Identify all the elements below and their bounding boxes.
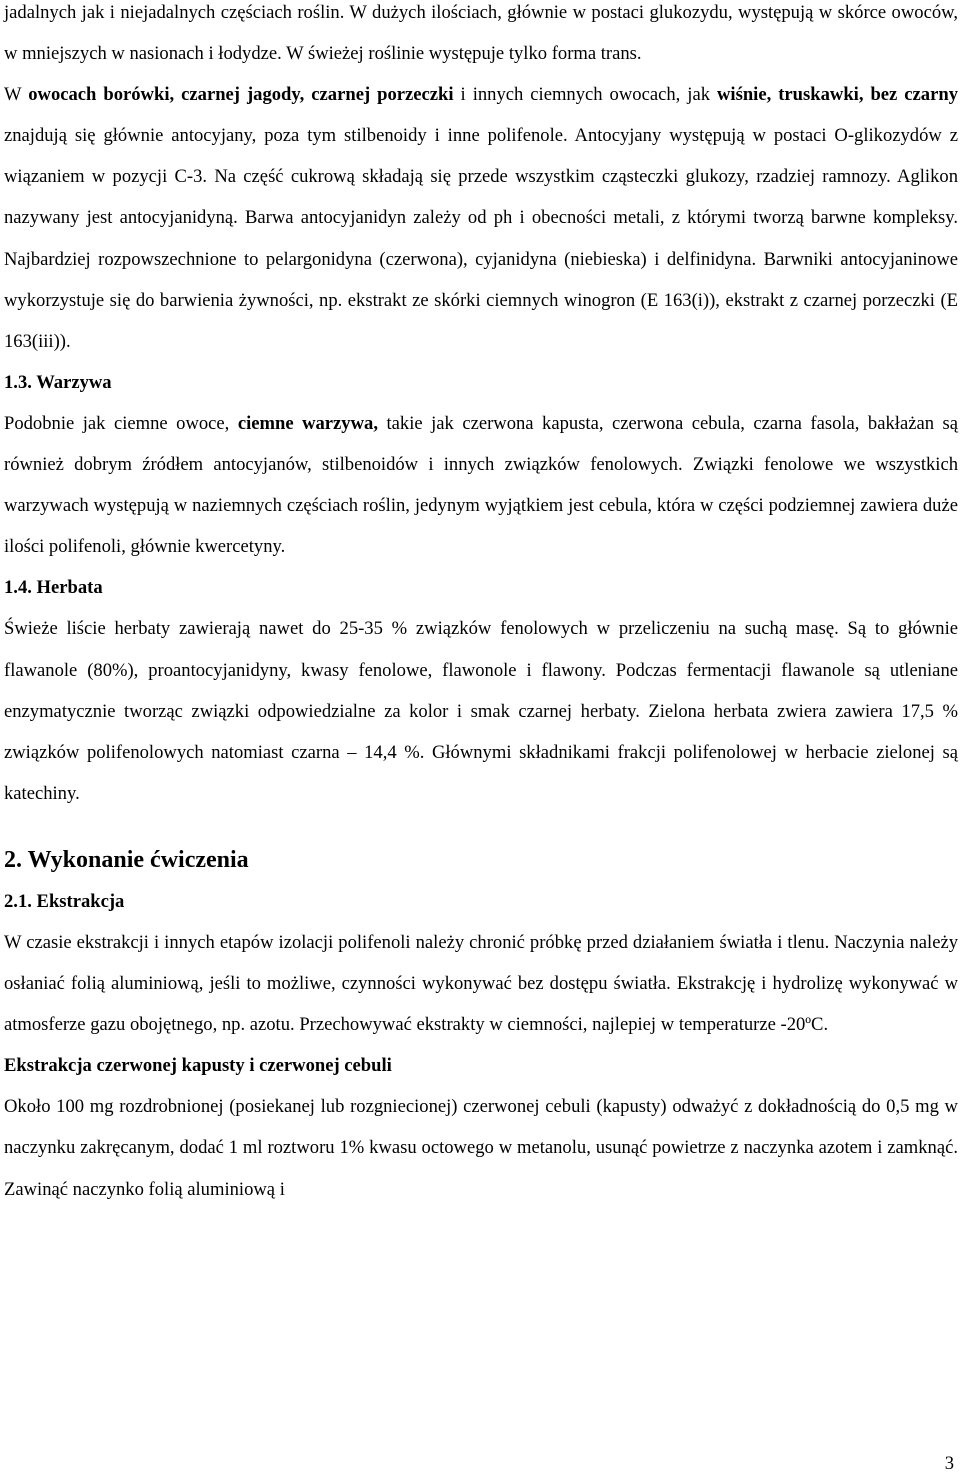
bold-fruits: owocach borówki, czarnej jagody, czarnej porzeczki: [28, 84, 454, 106]
section-heading-extraction: 2.1. Ekstrakcja: [4, 890, 125, 912]
paragraph-dark-fruits: [4, 74, 958, 362]
subheading-red-cabbage-onion: Ekstrakcja czerwonej kapusty i czerwonej cebuli: [4, 1055, 392, 1077]
page-number: 3: [944, 1453, 954, 1474]
text-span: Podobnie jak ciemne owoce,: [4, 412, 238, 434]
text-span: i innych ciemnych owocach, jak: [453, 84, 717, 106]
paragraph-procedure: Około 100 mg rozdrobnionej (posiekanej lub rozgniecionej) czerwonej cebuli (kapusty) odważyć z dokładnością do 0,5 mg w naczynku zakręcanym, dodać 1 ml roztworu 1% kwasu octowego w metanolu, usunąć powietrze z naczynka azotem i zamknąć. Zawinąć naczynko folią aluminiową i: [4, 1096, 958, 1200]
paragraph-vegetables: [4, 403, 958, 567]
section-heading-vegetables: 1.3. Warzywa: [4, 371, 112, 393]
bold-fruits-2: wiśnie, truskawki, bez czarny: [717, 84, 958, 106]
paragraph-extraction: W czasie ekstrakcji i innych etapów izolacji polifenoli należy chronić próbkę przed działaniem światła i tlenu. Naczynia należy osłaniać folią aluminiową, jeśli to możliwe, czynności wykonywać bez dostępu światła. Ekstrakcję i hydrolizę wykonywać w atmosferze gazu obojętnego, np. azotu. Przechowywać ekstrakty w ciemności, najlepiej w temperaturze -20ºC.: [4, 931, 958, 1036]
text-span: znajdują się głównie antocyjany, poza tym stilbenoidy i inne polifenole. Antocyjany występują w postaci O-glikozydów z wiązaniem w pozycji C-3. Na część cukrową składają się przede wszystkim cząsteczki glukozy, rzadziej ramnozy. Aglikon nazywany jest antocyjanidyną. Barwa antocyjanidyn zależy od ph i obecności metali, z którymi tworzą barwne kompleksy. Najbardziej rozpowszechnione to pelargonidyna (czerwona), cyjanidyna (niebieska) i delfinidyna. Barwniki antocyjaninowe wykorzystuje się do barwienia żywności, np. ekstrakt ze skórki ciemnych winogron (E 163(i)), ekstrakt z czarnej porzeczki (E 163(iii)).: [4, 125, 958, 352]
paragraph-tea: Świeże liście herbaty zawierają nawet do 25-35 % związków fenolowych w przeliczeniu na suchą masę. Są to głównie flawanole (80%), proantocyjanidyny, kwasy fenolowe, flawonole i flawony. Podczas fermentacji flawanole są utleniane enzymatycznie tworząc związki odpowiedzialne za kolor i smak czarnej herbaty. Zielona herbata zwiera zawiera 17,5 % związków polifenolowych natomiast czarna – 14,4 %. Głównymi składnikami frakcji polifenolowej w herbacie zielonej są katechiny.: [4, 618, 958, 804]
text-span: takie jak czerwona kapusta, czerwona cebula, czarna fasola, bakłażan są również dobrym źródłem antocyjanów, stilbenoidów i innych związków fenolowych. Związki fenolowe we wszystkich warzywach występują w naziemnych częściach roślin, jedynym wyjątkiem jest cebula, która w części podziemnej zawiera duże ilości polifenoli, głównie kwercetyny.: [4, 412, 958, 558]
text-span: W: [4, 84, 29, 106]
section-heading-tea: 1.4. Herbata: [4, 577, 103, 599]
document-page: [4, 0, 958, 1210]
paragraph-resveratrol-end: jadalnych jak i niejadalnych częściach roślin. W dużych ilościach, głównie w postaci glukozydu, występują w skórce owoców, w mniejszych w nasionach i łodydze. W świeżej roślinie występuje tylko forma trans.: [4, 2, 958, 65]
bold-vegetables: ciemne warzywa,: [237, 412, 378, 434]
section-spacer: [4, 814, 958, 840]
chapter-heading-exercise: 2. Wykonanie ćwiczenia: [4, 846, 249, 873]
